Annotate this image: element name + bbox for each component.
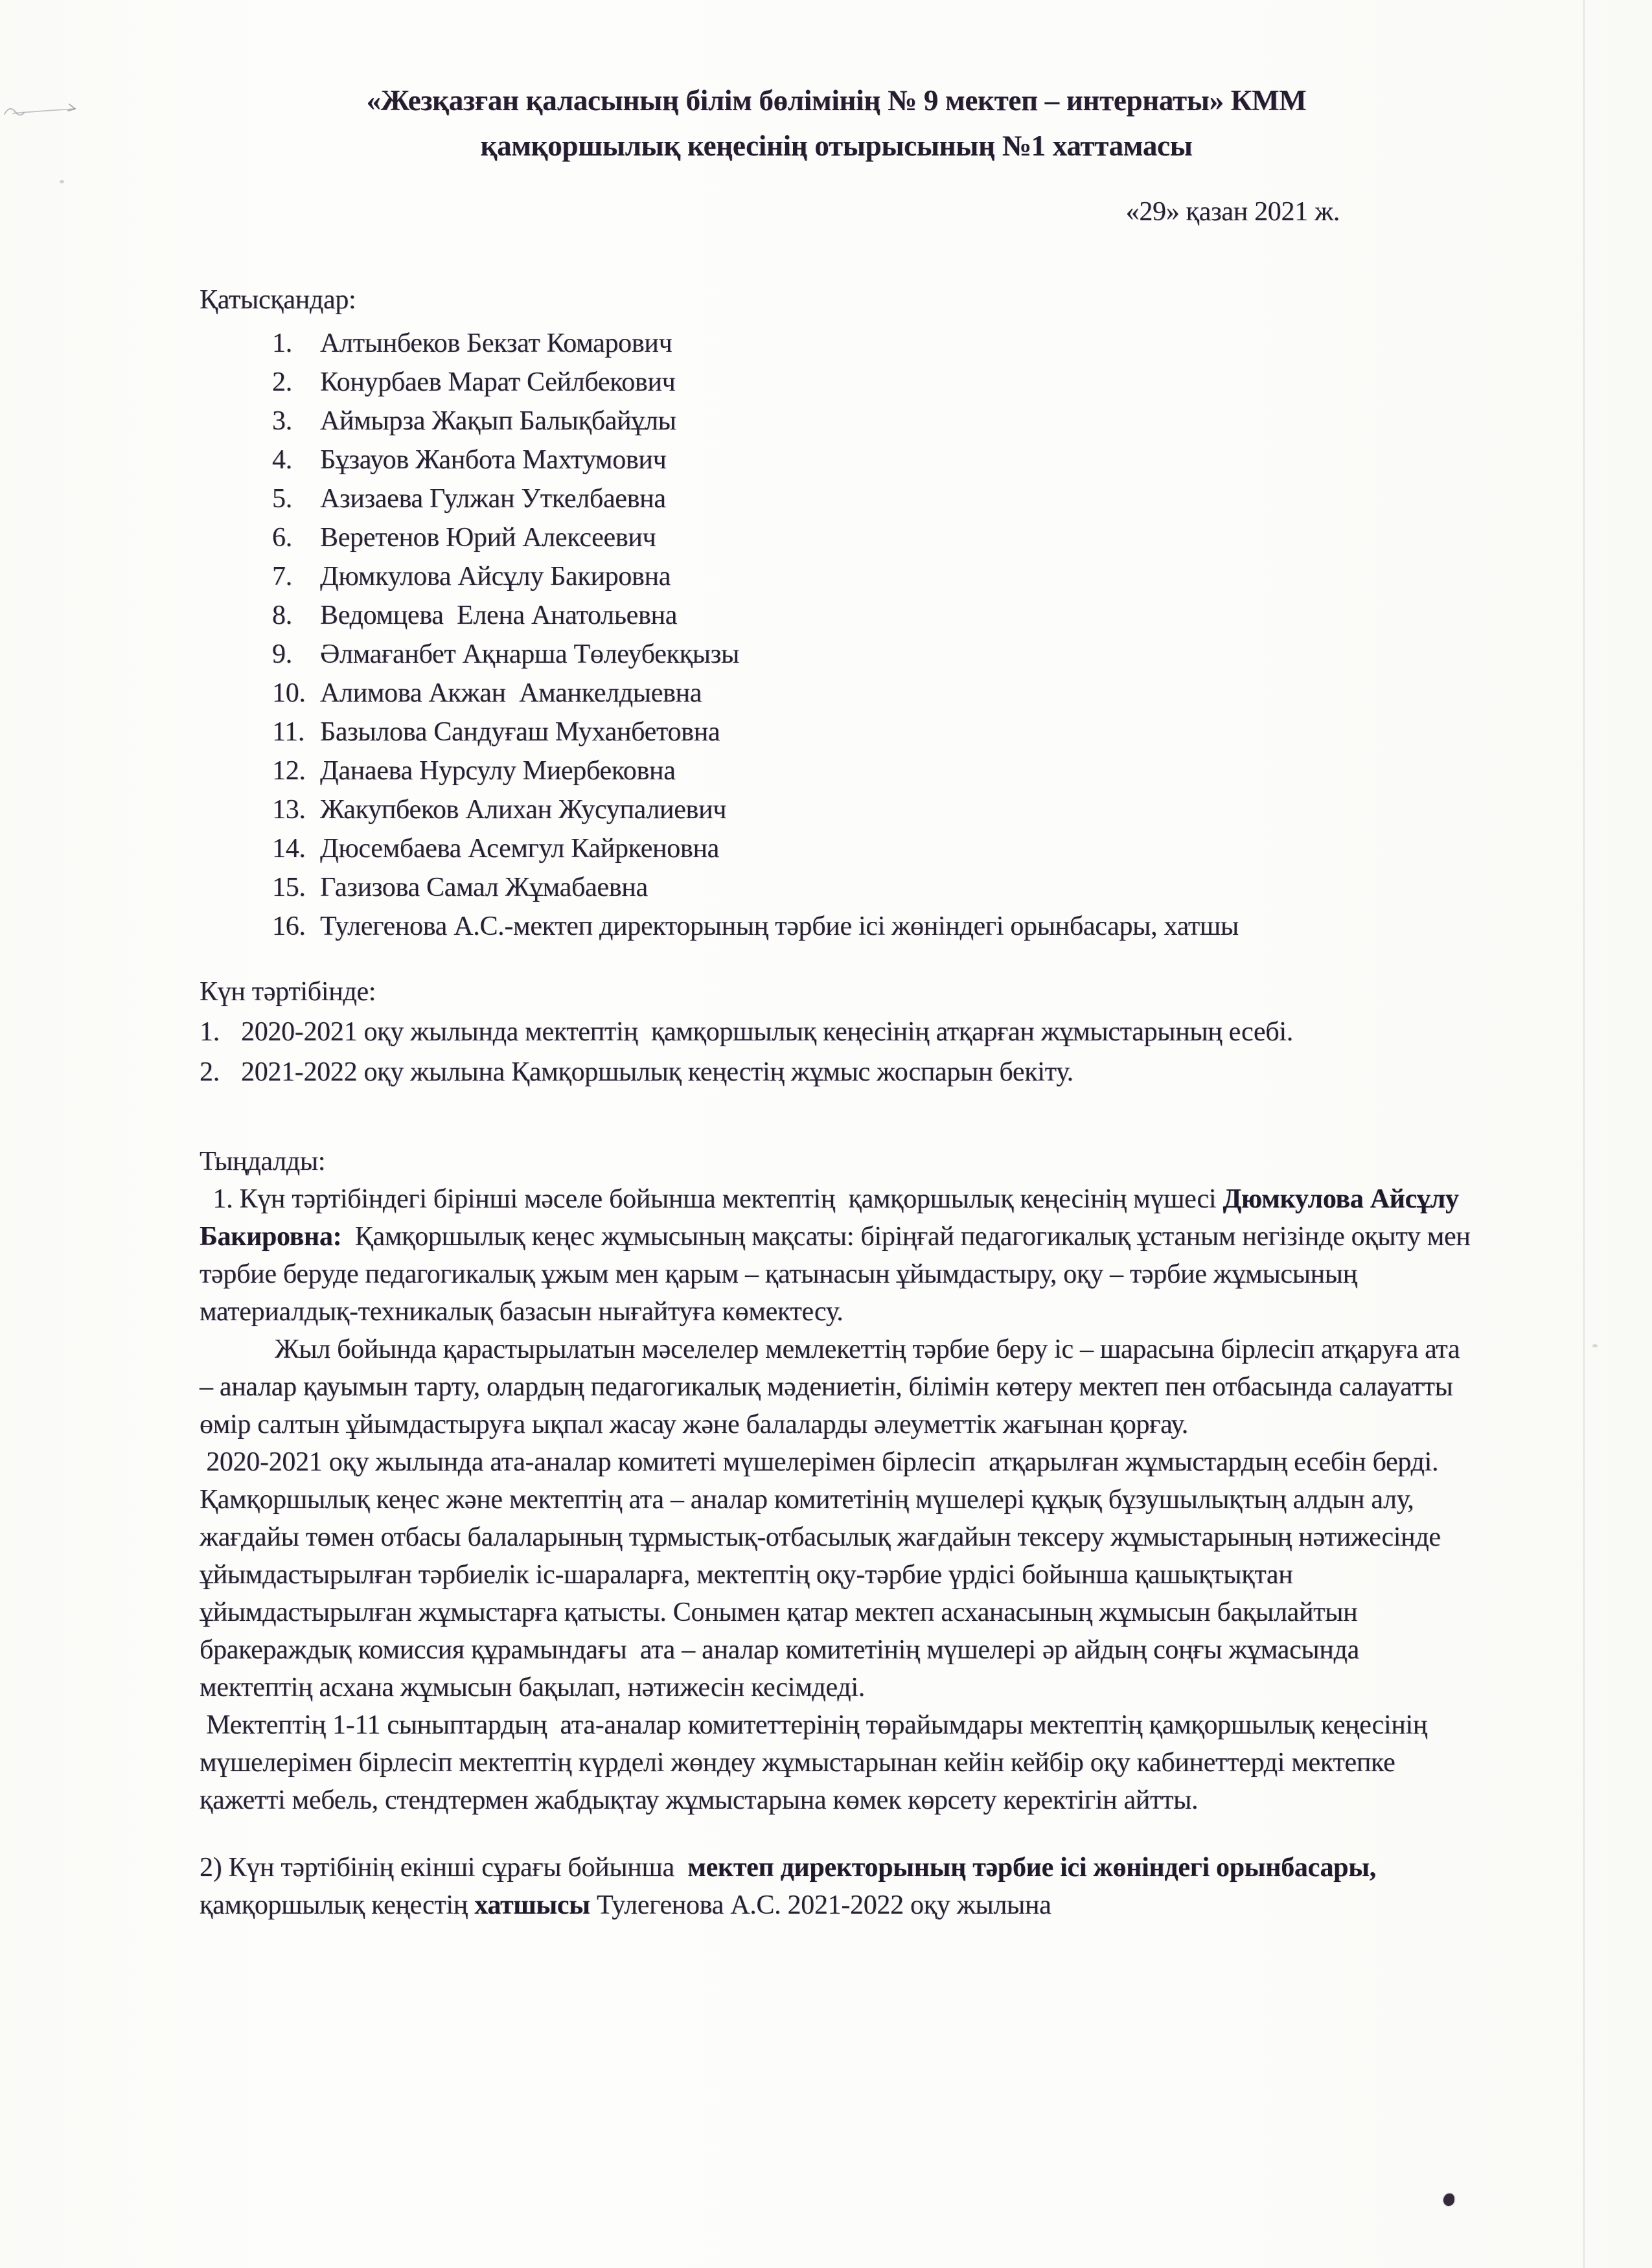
- agenda-item-number: 1.: [200, 1017, 220, 1047]
- scanner-edge-line: [1583, 0, 1585, 2268]
- participant-name: Бұзауов Жанбота Махтумович: [320, 445, 667, 475]
- document-content: [200, 0, 1477, 1924]
- participant-number: 4.: [272, 445, 292, 475]
- pencil-scribble-mark: [1, 95, 92, 127]
- participant-row: [272, 868, 1473, 907]
- participant-number: 11.: [272, 717, 305, 747]
- participant-name: Әлмағанбет Ақнарша Төлеубекқызы: [320, 639, 739, 669]
- agenda-item-text: 2020-2021 оқу жылында мектептің қамқоршылық кеңесінің атқарған жұмыстарының есебі.: [241, 1017, 1293, 1047]
- participant-number: 14.: [272, 834, 306, 864]
- participant-number: 3.: [272, 406, 292, 436]
- participant-name: Ведомцева Елена Анатольевна: [320, 601, 678, 630]
- paragraph-text: Қамқоршылық кеңес жұмысының мақсаты: біріңғай педагогикалық ұстаным негізінде оқыту мен тәрбие беруде педагогикалық ұжым мен қарым – қатынасын ұйымдастыру, оқу – тәрбие жұмысының материалдық-техникалық базасын нығайтуға көмектесу.: [200, 1222, 1477, 1327]
- document-date: «29» қазан 2021 ж.: [1125, 197, 1340, 227]
- participant-name: Конурбаев Марат Сейлбекович: [320, 367, 676, 397]
- participant-row: [272, 518, 1473, 557]
- role-bold: хатшысы: [474, 1890, 590, 1920]
- paragraph-text: 2) Күн тәртібінің екінші сұрағы бойынша: [200, 1853, 688, 1883]
- role-bold: мектеп директорының тәрбие ісі жөніндегі орынбасары,: [687, 1853, 1376, 1883]
- participant-row: [272, 674, 1473, 713]
- heard-paragraph-2: Жыл бойында қарастырылатын мәселелер мемлекеттің тәрбие беру іс – шарасына бірлесіп атқаруға ата – аналар қауымын тарту, олардың педагогикалық мәдениетін, білімін көтеру мектеп пен отбасында салауатты өмір салтын ұйымдастыруға ықпал жасау және балаларды әлеуметтік жағынан қорғау.: [200, 1334, 1467, 1439]
- agenda-heading: Күн тәртібінде:: [200, 977, 376, 1007]
- participant-name: Алимова Акжан Аманкелдыевна: [320, 678, 702, 708]
- participant-row: [272, 829, 1473, 868]
- participant-number: 15.: [272, 873, 306, 902]
- paragraph-text: Тулегенова А.С. 2021-2022 оқу жылына: [590, 1890, 1051, 1920]
- heard-paragraph-4: Мектептің 1-11 сыныптардың ата-аналар комитеттерінің төрайымдары мектептің қамқоршылық кеңесінің мүшелерімен бірлесіп мектептің күрделі жөндеу жұмыстарынан кейін кейбір оқу кабинеттерді мектепке қажетті мебель, стендтермен жабдықтау жұмыстарына көмек көрсету керектігін айтты.: [200, 1710, 1434, 1815]
- paragraph-text: қамқоршылық кеңестің: [200, 1853, 1383, 1920]
- participant-number: 9.: [272, 639, 292, 669]
- participant-name: Базылова Сандуғаш Муханбетовна: [320, 717, 720, 747]
- participant-name: Данаева Нурсулу Миербековна: [320, 756, 676, 786]
- paragraph-text: 1. Күн тәртібіндегі бірінші мәселе бойынша мектептің қамқоршылық кеңесінің мүшесі: [200, 1184, 1223, 1214]
- participant-row: [272, 557, 1473, 596]
- participant-name: Жакупбеков Алихан Жусупалиевич: [320, 795, 727, 825]
- participant-row: [272, 363, 1473, 402]
- ink-dot: [1443, 2194, 1454, 2206]
- participant-name: Газизова Самал Жұмабаевна: [320, 873, 648, 902]
- participant-name: Тулегенова А.С.-мектеп директорының тәрбие ісі жөніндегі орынбасары, хатшы: [320, 911, 1239, 941]
- participant-number: 1.: [272, 328, 292, 358]
- participant-number: 10.: [272, 678, 306, 708]
- participant-name: Веретенов Юрий Алексеевич: [320, 523, 656, 553]
- participant-row: [272, 324, 1473, 363]
- participant-number: 5.: [272, 484, 292, 514]
- participant-row: [272, 402, 1473, 441]
- scan-speck: [60, 180, 64, 183]
- participant-row: [272, 479, 1473, 518]
- participant-name: Дюмкулова Айсұлу Бакировна: [320, 562, 671, 591]
- participant-number: 12.: [272, 756, 306, 786]
- participant-number: 7.: [272, 562, 292, 591]
- participant-number: 13.: [272, 795, 306, 825]
- document-title: [200, 78, 1473, 168]
- participants-heading: Қатысқандар:: [200, 285, 356, 315]
- agenda-item-2: [200, 1053, 1473, 1091]
- heard-paragraph-3: 2020-2021 оқу жылында ата-аналар комитеті мүшелерімен бірлесіп атқарылған жұмыстардың есебін берді. Қамқоршылық кеңес және мектептің ата – аналар комитетінің мүшелері құқық бұзушылықтың алдын алу, жағдайы төмен отбасы балаларының тұрмыстық-отбасылық жағдайын тексеру жұмыстарының нәтижесінде ұйымдастырылған тәрбиелік іс-шараларға, мектептің оқу-тәрбие үрдісі бойынша қашықтықтан ұйымдастырылған жұмыстарға қатысты. Сонымен қатар мектеп асханасының жұмысын бақылайтын бракераждық комиссия құрамындағы ата – аналар комитетінің мүшелері әр айдың соңғы жұмасында мектептің асхана жұмысын бақылап, нәтижесін кесімдеді.: [200, 1447, 1447, 1702]
- title-line-2: қамқоршылық кеңесінің отырысының №1 хаттамасы: [480, 130, 1193, 162]
- participant-number: 16.: [272, 911, 306, 941]
- participant-number: 8.: [272, 601, 292, 630]
- agenda-item-text: 2021-2022 оқу жылына Қамқоршылық кеңестің жұмыс жоспарын бекіту.: [241, 1057, 1073, 1087]
- scan-speck: [1592, 1344, 1598, 1347]
- participant-number: 6.: [272, 523, 292, 553]
- heard-heading: Тыңдалды:: [200, 1147, 326, 1176]
- participant-row: [272, 596, 1473, 635]
- participant-row: [272, 751, 1473, 790]
- participant-row: [272, 713, 1473, 751]
- participant-row: [272, 635, 1473, 674]
- participant-name: Дюсембаева Асемгул Кайркеновна: [320, 834, 719, 864]
- participant-name: Алтынбеков Бекзат Комарович: [320, 328, 672, 358]
- heard-paragraph-1: [200, 1180, 1477, 1331]
- speaker-name-bold: Дюмкулова Айсұлу Бакировна:: [200, 1184, 1465, 1252]
- agenda-item-number: 2.: [200, 1057, 220, 1087]
- participant-number: 2.: [272, 367, 292, 397]
- participant-name: Азизаева Гулжан Уткелбаевна: [320, 484, 666, 514]
- title-line-1: «Жезқазған қаласының білім бөлімінің № 9 мектеп – интернаты» КММ: [366, 84, 1307, 117]
- participant-row: [272, 441, 1473, 479]
- participant-row: [272, 790, 1473, 829]
- agenda-item-1: [200, 1013, 1473, 1051]
- participants-list: [200, 324, 1473, 946]
- participant-row: [272, 907, 1473, 946]
- participant-name: Аймырза Жақып Балықбайұлы: [320, 406, 676, 436]
- second-question-paragraph: [200, 1849, 1473, 1924]
